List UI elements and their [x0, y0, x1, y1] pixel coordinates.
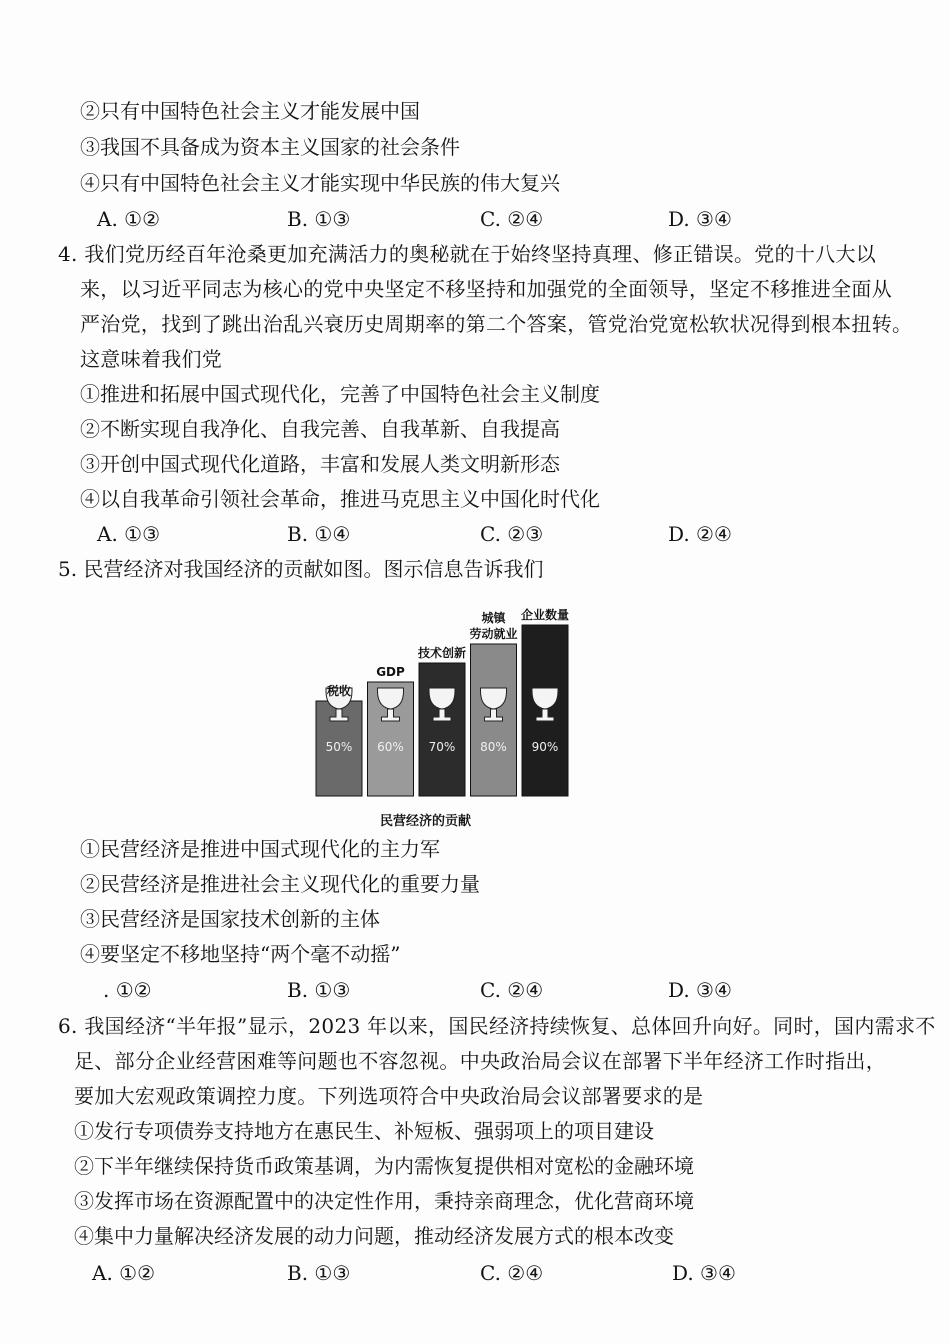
- bar-category-label: 城镇: [481, 611, 506, 625]
- q4-item-2: ②不断实现自我净化、自我完善、自我革新、自我提高: [80, 417, 560, 441]
- q4-option-c: C. ②③: [480, 522, 544, 546]
- q4-stem-line-1: 4. 我们党历经百年沧桑更加充满活力的奥秘就在于始终坚持真理、修正错误。党的十八大以: [58, 242, 877, 266]
- q4-stem-line-2: 来，以习近平同志为核心的党中央坚定不移坚持和加强党的全面领导，坚定不移推进全面从: [80, 277, 892, 301]
- q4-item-4: ④以自我革命引领社会革命，推进马克思主义中国化时代化: [80, 487, 600, 511]
- bar-value-label: 90%: [531, 740, 559, 754]
- bar-category-label: 企业数量: [520, 608, 570, 622]
- q6-item-1: ①发行专项债券支持地方在惠民生、补短板、强弱项上的项目建设: [74, 1119, 654, 1143]
- q6-item-4: ④集中力量解决经济发展的动力问题，推动经济发展方式的根本改变: [74, 1224, 674, 1248]
- bar-value-label: 50%: [325, 740, 353, 754]
- q5-option-b: B. ①③: [287, 978, 351, 1002]
- q5-item-1: ①民营经济是推进中国式现代化的主力军: [80, 837, 440, 861]
- q5-item-2: ②民营经济是推进社会主义现代化的重要力量: [80, 872, 480, 896]
- q3-option-a: A. ①②: [97, 207, 161, 231]
- q6-stem-line-3: 要加大宏观政策调控力度。下列选项符合中央政治局会议部署要求的是: [74, 1084, 704, 1108]
- q4-stem-line-4: 这意味着我们党: [80, 347, 223, 371]
- q4-option-d: D. ②④: [668, 522, 732, 546]
- bar-category-label: 税收: [326, 684, 352, 698]
- bar-category-label: GDP: [376, 665, 405, 679]
- q3-item-4: ④只有中国特色社会主义才能实现中华民族的伟大复兴: [80, 171, 560, 195]
- q3-item-3: ③我国不具备成为资本主义国家的社会条件: [80, 135, 460, 159]
- q4-item-1: ①推进和拓展中国式现代化，完善了中国特色社会主义制度: [80, 382, 600, 406]
- bar-category-label: 技术创新: [417, 646, 467, 660]
- q4-stem-line-3: 严治党，找到了跳出治乱兴衰历史周期率的第二个答案，管党治党宽松软状况得到根本扭转。: [80, 312, 913, 336]
- q6-option-d: D. ③④: [672, 1261, 736, 1285]
- chart-caption: 民营经济的贡献: [380, 814, 472, 829]
- q6-stem-line-2: 足、部分企业经营困难等问题也不容忽视。中央政治局会议在部署下半年经济工作时指出，: [74, 1049, 886, 1073]
- q5-item-3: ③民营经济是国家技术创新的主体: [80, 907, 380, 931]
- q4-option-b: B. ①④: [287, 522, 351, 546]
- q5-option-c: C. ②④: [480, 978, 544, 1002]
- q3-option-d: D. ③④: [668, 207, 732, 231]
- chart-bar: [419, 663, 465, 796]
- q6-item-3: ③发挥市场在资源配置中的决定性作用，秉持亲商理念，优化营商环境: [74, 1189, 694, 1213]
- q6-stem-line-1: 6. 我国经济“半年报”显示，2023 年以来，国民经济持续恢复、总体回升向好。同时，国内需求不: [58, 1014, 936, 1038]
- q4-item-3: ③开创中国式现代化道路，丰富和发展人类文明新形态: [80, 452, 560, 476]
- q3-option-b: B. ①③: [287, 207, 351, 231]
- bar-category-label: 劳动就业: [469, 627, 518, 641]
- bar-value-label: 60%: [377, 740, 404, 754]
- q6-option-a: A. ①②: [92, 1261, 156, 1285]
- q6-option-c: C. ②④: [480, 1261, 544, 1285]
- contribution-bar-chart: [300, 588, 578, 798]
- q5-option-a: . ①②: [103, 978, 152, 1002]
- bar-value-label: 70%: [428, 740, 456, 754]
- q6-item-2: ②下半年继续保持货币政策基调，为内需恢复提供相对宽松的金融环境: [74, 1154, 694, 1178]
- q5-item-4: ④要坚定不移地坚持“两个毫不动摇”: [80, 942, 401, 966]
- q5-stem: 5. 民营经济对我国经济的贡献如图。图示信息告诉我们: [58, 557, 544, 581]
- q6-option-b: B. ①③: [287, 1261, 351, 1285]
- bar-value-label: 80%: [480, 740, 507, 754]
- q5-option-d: D. ③④: [668, 978, 732, 1002]
- q3-item-2: ②只有中国特色社会主义才能发展中国: [80, 99, 420, 123]
- q4-option-a: A. ①③: [97, 522, 161, 546]
- q3-option-c: C. ②④: [480, 207, 544, 231]
